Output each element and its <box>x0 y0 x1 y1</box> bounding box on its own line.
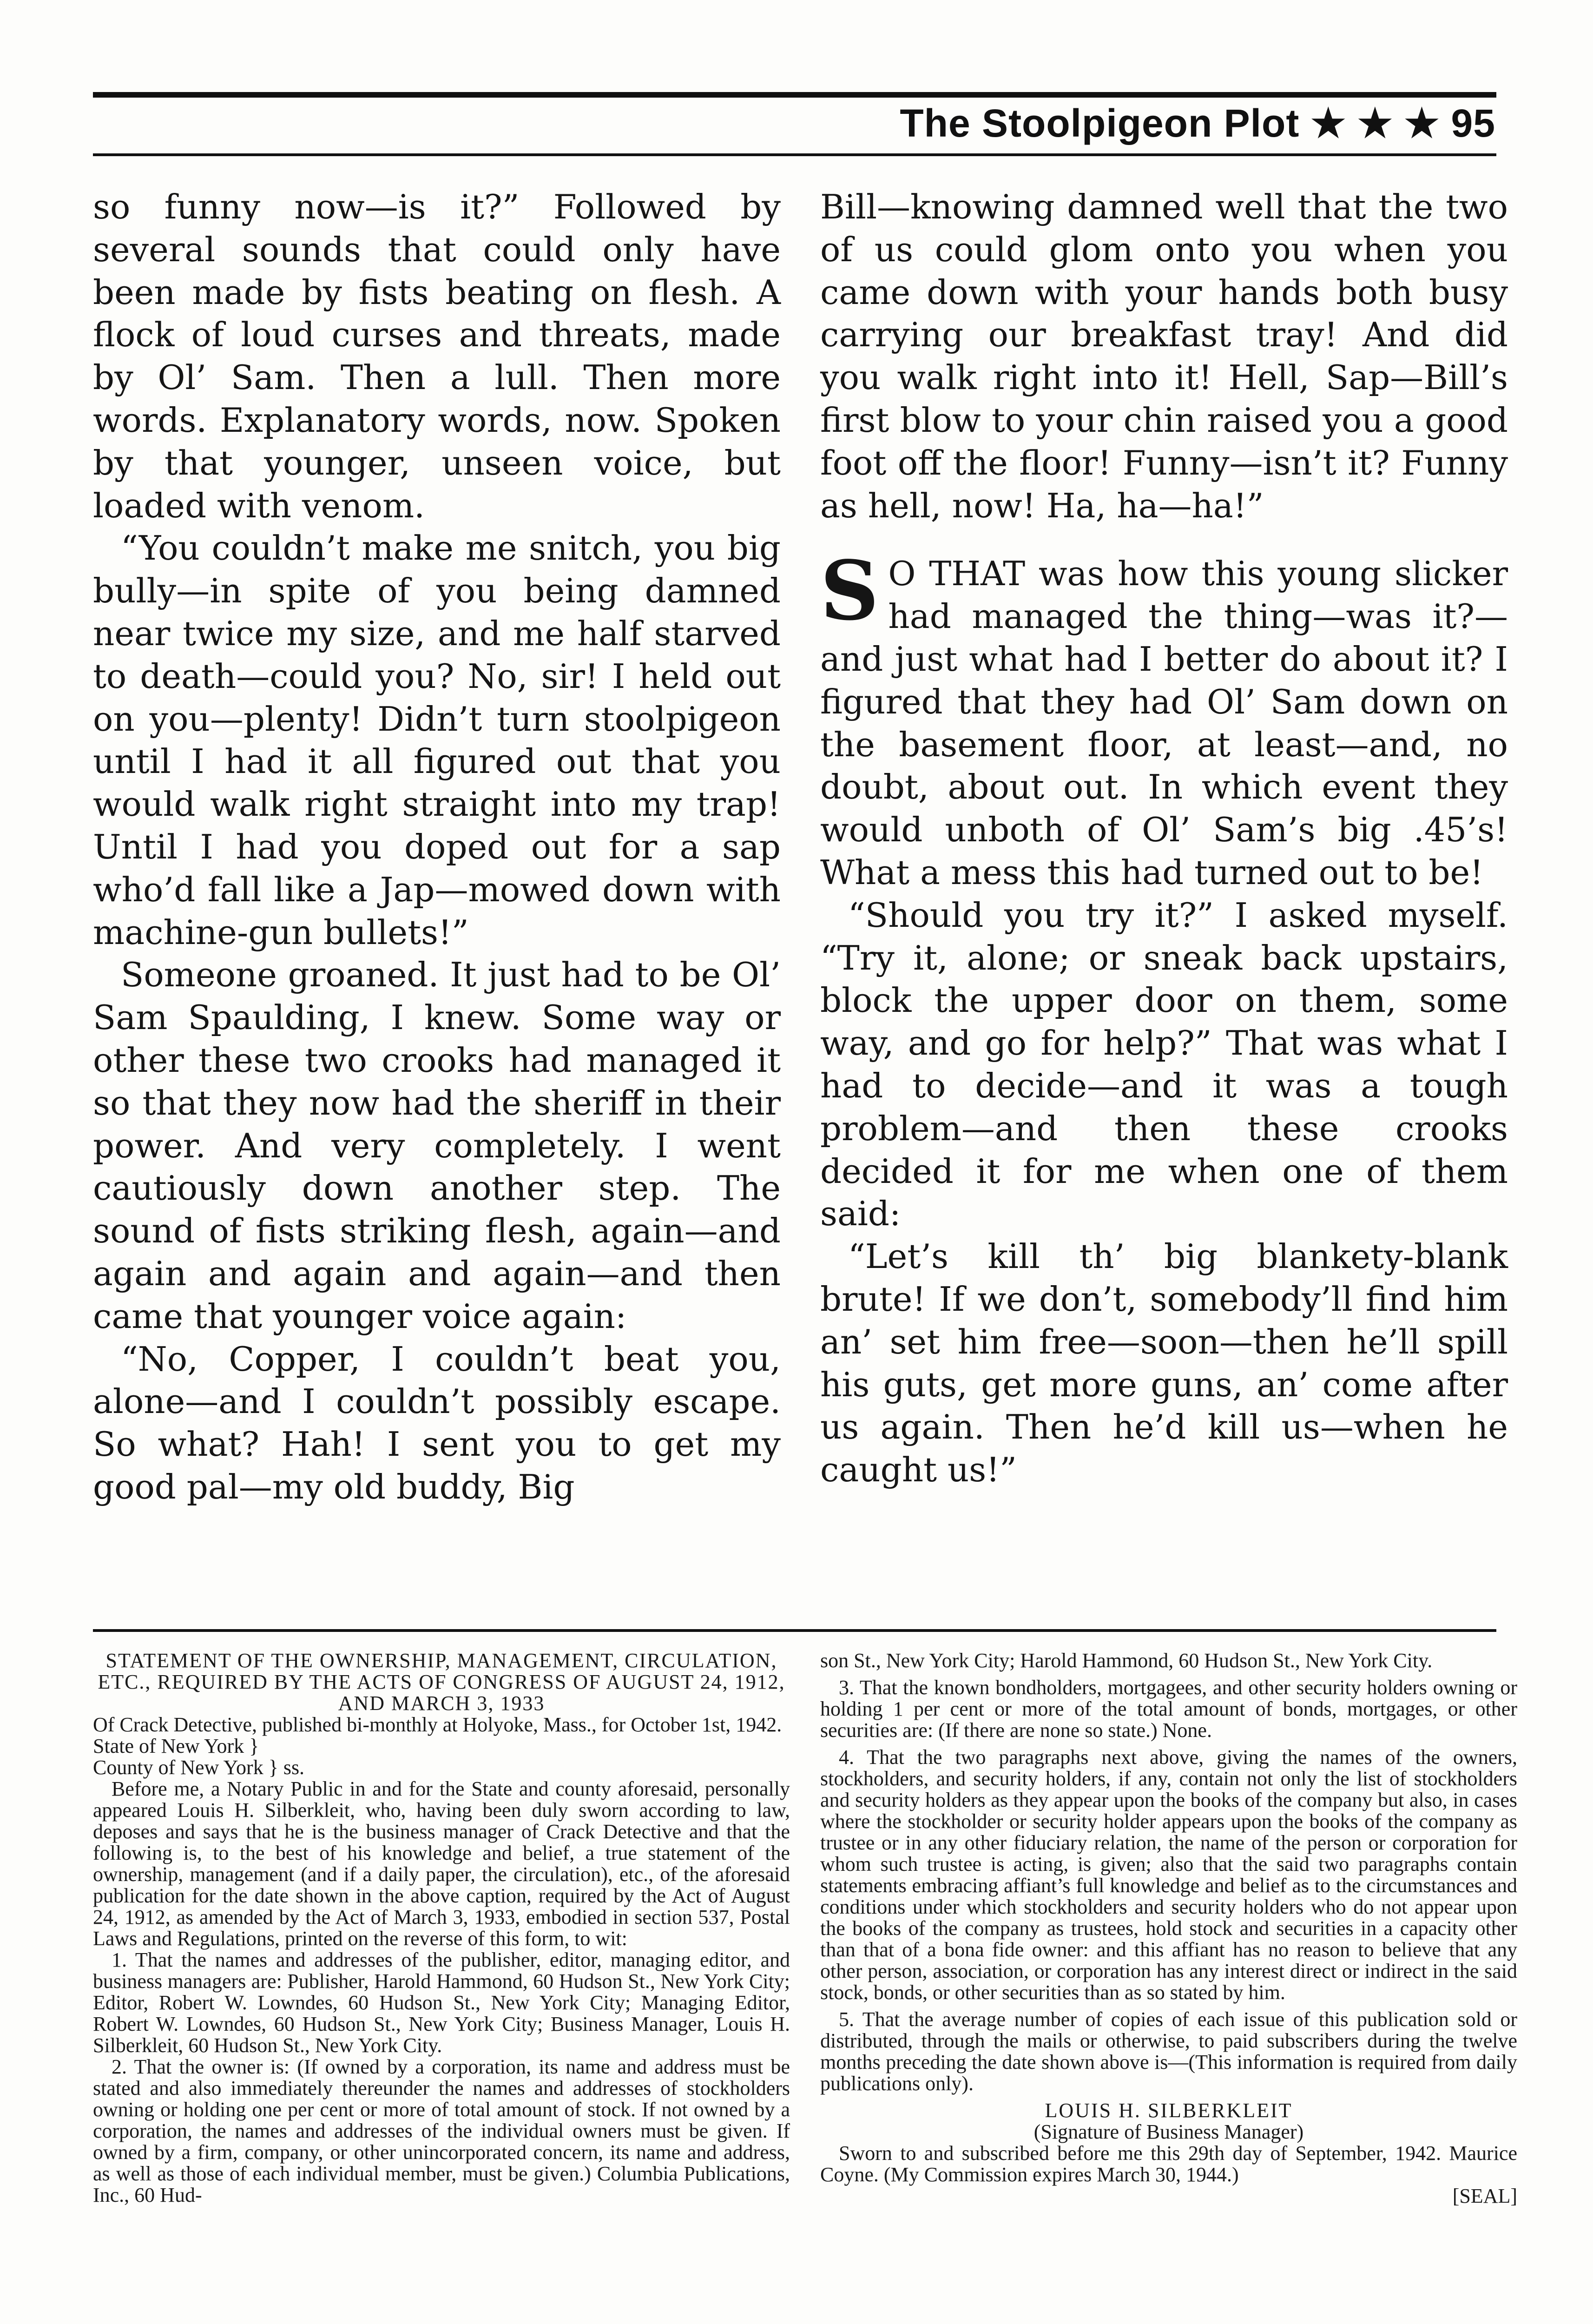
story-paragraph: Bill—knowing damned well that the two of us could glom onto you when you came down with your hands both busy carrying our breakfast tray! And did you walk right into it! Hell, Sap—Bill’s first blow to your chin raised you a good foot off the floor! Funny—isn’t it? Funny as hell, now! Ha, ha—ha!” <box>820 187 1508 525</box>
top-rule <box>93 92 1496 98</box>
statement-item-1: 1. That the names and addresses of the publisher, editor, managing editor, and business managers are: Publisher, Harold Hammond, 60 Hudson St., New York City; Editor, Robert W. Lowndes, 60 Hudson St., New York City; Managing Editor, Robert W. Lowndes, 60 Hudson St., New York City; Business Manager, Louis H. Silberkleit, 60 Hudson St., New York City. <box>93 1948 790 2057</box>
story-paragraph: so funny now—is it?” Followed by several sounds that could only have been made by fists beating on flesh. A flock of loud curses and threats, made by Ol’ Sam. Then a lull. Then more words. Explanatory words, now. Spoken by that younger, unseen voice, but loaded with venom. <box>93 187 781 525</box>
header-rule <box>93 153 1496 156</box>
statement-item-3: 3. That the known bondholders, mortgagees, and other security holders owning or holding 1 per cent or more of the total amount of bonds, mortgages, or other securities are: (If there are none so state.) None. <box>820 1676 1517 1742</box>
statement-item-4: 4. That the two paragraphs next above, giving the names of the owners, stockholders, and security holders, if any, contain not only the list of stockholders and security holders as they appear upon the books of the company but also, in cases where the stockholder or security holder appears upon the books of the company as trustee or in any other fiduciary relation, the name of the person or corporation for whom such trustee is acting, is given; also that the said two paragraphs contain statements embracing affiant’s full knowledge and belief as to the circumstances and conditions under which stockholders and security holders who do not appear upon the books of the company as trustees, hold stock and securities in a capacity other than that of a bona fide owner: and this affiant has no reason to believe that any other person, association, or corporation has any interest direct or indirect in the said stock, bonds, or other securities than as so stated by him. <box>820 1746 1517 2004</box>
section-break <box>820 527 1508 553</box>
statement-body: Before me, a Notary Public in and for the State and county aforesaid, personally appeared Louis H. Silberkleit, who, having been duly sworn according to law, deposes and says that he is the business manager of Crack Detective and that the following is, to the best of his knowledge and belief, a true statement of the ownership, management (and if a daily paper, the circulation), etc., of the aforesaid publication for the date shown in the above caption, required by the Act of August 24, 1912, as amended by the Act of March 3, 1933, embodied in section 537, Postal Laws and Regulations, printed on the reverse of this form, to wit: <box>93 1777 790 1950</box>
story-paragraph: “Should you try it?” I asked myself. “Try it, alone; or sneak back upstairs, block the upper door on them, some way, and go for help?” That was what I had to decide—and it was a tough problem—and then these crooks decided it for me when one of them said: <box>820 895 1508 1234</box>
statement-column-left <box>93 1650 790 2206</box>
seal-mark: [SEAL] <box>1452 2185 1517 2207</box>
statement-state: State of New York } <box>93 1735 259 1757</box>
drop-cap: S <box>820 543 879 639</box>
story-paragraph: “No, Copper, I couldn’t beat you, alone—and I couldn’t possibly escape. So what? Hah! I sent you to get my good pal—my old buddy, Big <box>93 1339 781 1506</box>
signature-caption: (Signature of Business Manager) <box>1033 2120 1304 2143</box>
story-paragraph: “Let’s kill th’ big blankety-blank brute! If we don’t, somebody’ll find him an’ set him free—soon—then he’ll spill his guts, get more guns, an’ come after us again. Then he’d kill us—when he caught us!” <box>820 1237 1508 1490</box>
statement-item-2-continued: son St., New York City; Harold Hammond, 60 Hudson St., New York City. <box>820 1649 1433 1672</box>
sworn-statement: Sworn to and subscribed before me this 29th day of September, 1942. Maurice Coyne. (My Commission expires March 30, 1944.) <box>820 2142 1517 2186</box>
statement-column-right <box>820 1650 1517 2207</box>
statement-intro: Of Crack Detective, published bi-monthly at Holyoke, Mass., for October 1st, 1942. <box>93 1713 782 1736</box>
statement-item-2: 2. That the owner is: (If owned by a corporation, its name and address must be stated and also immediately thereunder the names and addresses of stockholders owning or holding one per cent or more of total amount of stock. If not owned by a corporation, the names and addresses of the individual owners must be given. If owned by a firm, company, or other unincorporated concern, its name and address, as well as those of each individual member, must be given.) Columbia Publications, Inc., 60 Hud- <box>93 2055 790 2206</box>
story-column-right <box>820 186 1508 1492</box>
story-paragraph: “You couldn’t make me snitch, you big bully—in spite of you being damned near twice my size, and me half starved to death—could you? No, sir! I held out on you—plenty! Didn’t turn stoolpigeon until I had it all figured out that you would walk right straight into my trap! Until I had you doped out for a sap who’d fall like a Jap—mowed down with machine-gun bullets!” <box>93 528 781 952</box>
statement-title: STATEMENT OF THE OWNERSHIP, MANAGEMENT, CIRCULATION, ETC., REQUIRED BY THE ACTS OF CONGRESS OF AUGUST 24, 1912, AND MARCH 3, 1933 <box>98 1649 785 1715</box>
statement-item-5: 5. That the average number of copies of each issue of this publication sold or distributed, through the mails or otherwise, to paid subscribers during the twelve months preceding the date shown above is—(This information is required from daily publications only). <box>820 2008 1517 2095</box>
running-header: The Stoolpigeon Plot ★ ★ ★ 95 <box>900 101 1495 145</box>
dropcap-paragraph <box>820 543 1508 894</box>
statement-county: County of New York } ss. <box>93 1756 305 1779</box>
story-paragraph: Someone groaned. It just had to be Ol’ Sam Spaulding, I knew. Some way or other these two crooks had managed it so that they now had the sheriff in their power. And very completely. I went cautiously down another step. The sound of fists striking flesh, again—and again and again and again—and then came that younger voice again: <box>93 955 781 1336</box>
story-column-left <box>93 186 781 1509</box>
dropcap-paragraph-text: O THAT was how this young slicker had managed the thing—was it?—and just what had I better do about it? I figured that they had Ol’ Sam down on the basement floor, at least—and, no doubt, about out. In which event they would unboth of Ol’ Sam’s big .45’s! What a mess this had turned out to be! <box>820 554 1508 892</box>
signature-name: LOUIS H. SILBERKLEIT <box>1045 2099 1293 2122</box>
section-rule <box>93 1629 1496 1632</box>
